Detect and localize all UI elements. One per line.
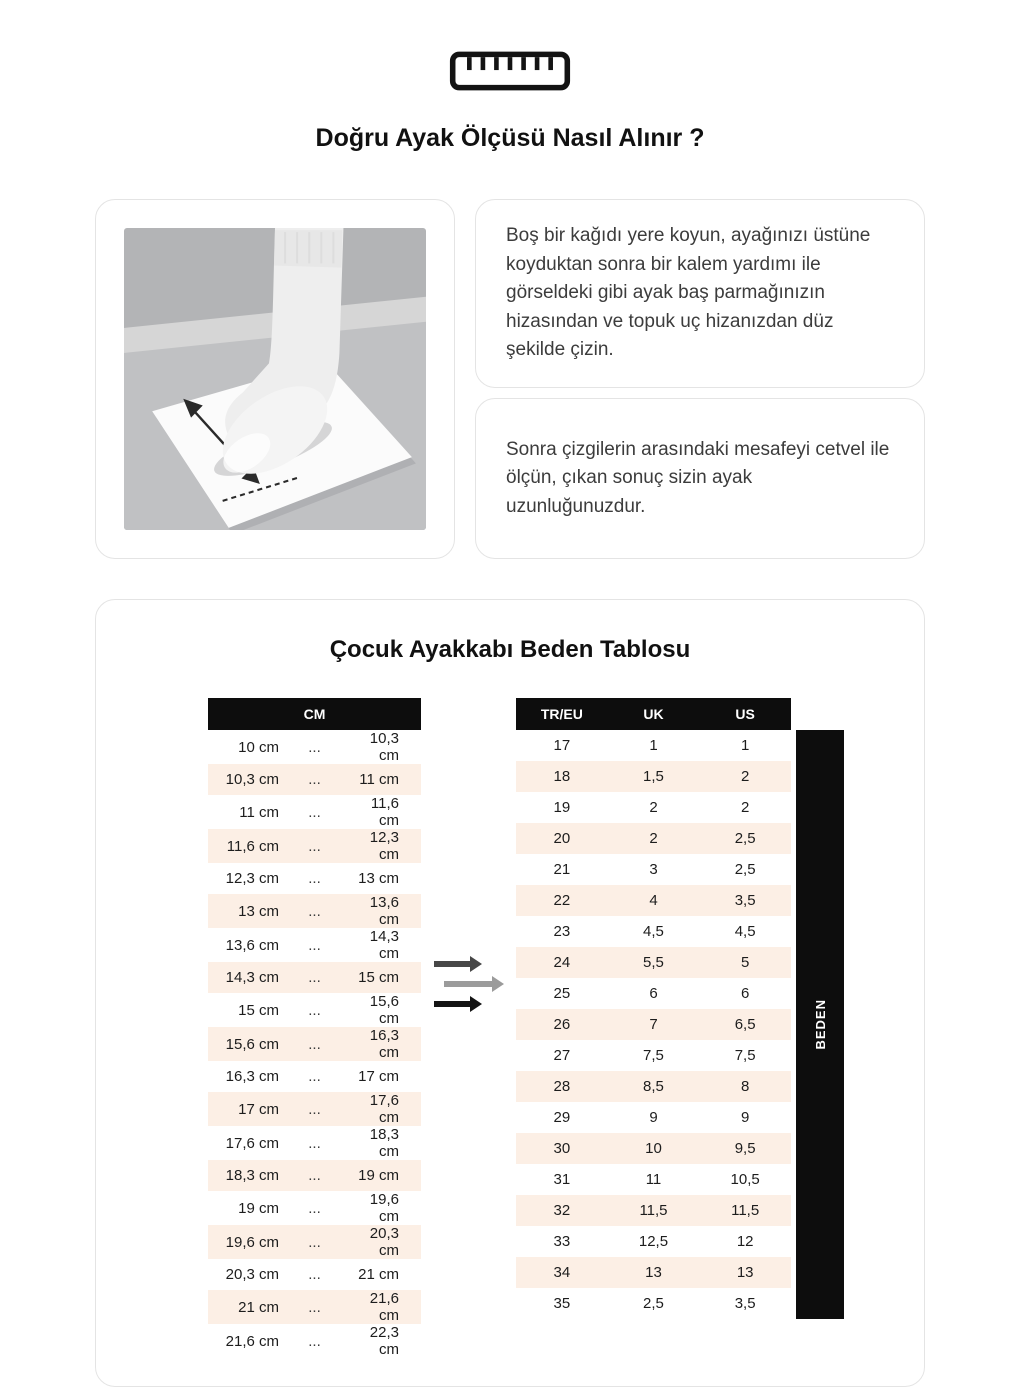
size-table-row: 17 1 1 (553, 737, 750, 754)
size-table-row: 32 11,5 11,5 (516, 1195, 791, 1226)
howto-section (95, 199, 925, 559)
beden-label: BEDEN (812, 999, 828, 1050)
size-chart-card (95, 599, 925, 1387)
size-column-header: US (699, 698, 791, 730)
size-table-row: 29 9 9 (553, 1109, 750, 1126)
cm-table-row: 15 cm ... 15,6 cm (238, 993, 399, 1027)
arrows-right-icon (421, 956, 516, 1014)
size-table-row: 19 2 2 (553, 799, 750, 816)
size-chart-title: Çocuk Ayakkabı Beden Tablosu (329, 636, 691, 663)
size-table-row: 34 13 13 (516, 1257, 791, 1288)
cm-table-row: 11 cm ... 11,6 cm (239, 795, 399, 829)
size-table-row: 27 7,5 7,5 (553, 1047, 756, 1064)
cm-table-row: 13 cm ... 13,6 cm (208, 894, 421, 928)
size-table-row: 25 6 6 (553, 985, 750, 1002)
cm-table-row: 13,6 cm ... 14,3 cm (225, 928, 399, 962)
cm-table (208, 698, 421, 1358)
size-table-row: 24 5,5 5 (516, 947, 791, 978)
page-title: Doğru Ayak Ölçüsü Nasıl Alınır ? (315, 124, 705, 152)
cm-table-row: 15,6 cm ... 16,3 cm (208, 1027, 421, 1061)
size-table-header-row (516, 698, 791, 730)
beden-side-bar (796, 730, 844, 1319)
ruler-icon (0, 50, 1020, 92)
size-conversion-table (516, 698, 791, 1319)
cm-table-row: 14,3 cm ... 15 cm (208, 962, 421, 993)
instruction-card-2 (475, 398, 925, 560)
cm-table-row: 21,6 cm ... 22,3 cm (225, 1324, 399, 1358)
size-table-row: 28 8,5 8 (516, 1071, 791, 1102)
size-table-row: 30 10 9,5 (516, 1133, 791, 1164)
instruction-card-1 (475, 199, 925, 388)
cm-table-row: 20,3 cm ... 21 cm (225, 1266, 399, 1283)
instructions-column (475, 199, 925, 559)
size-column-header: UK (608, 698, 700, 730)
instruction-step-2: Sonra çizgilerin arasındaki mesafeyi cetvel ile ölçün, çıkan sonuç sizin ayak uzunluğunuzdur. (506, 438, 890, 517)
cm-table-row: 11,6 cm ... 12,3 cm (208, 829, 421, 863)
cm-table-header: CM (208, 698, 421, 730)
size-column-header: TR/EU (516, 698, 608, 730)
size-table-row: 23 4,5 4,5 (553, 923, 756, 940)
cm-table-row: 21 cm ... 21,6 cm (208, 1290, 421, 1324)
size-table-row: 33 12,5 12 (553, 1233, 754, 1250)
cm-table-row: 10,3 cm ... 11 cm (208, 764, 421, 795)
size-table-row: 18 1,5 2 (516, 761, 791, 792)
cm-table-row: 17 cm ... 17,6 cm (208, 1092, 421, 1126)
foot-measure-photo-card (95, 199, 455, 559)
foot-measure-photo (124, 228, 426, 530)
cm-table-row: 16,3 cm ... 17 cm (225, 1068, 399, 1085)
cm-table-row: 17,6 cm ... 18,3 cm (225, 1126, 399, 1160)
size-chart-tables (96, 698, 924, 1358)
size-table-row: 21 3 2,5 (553, 861, 756, 878)
size-table-row: 20 2 2,5 (516, 823, 791, 854)
size-table-row: 22 4 3,5 (516, 885, 791, 916)
size-table-row: 26 7 6,5 (516, 1009, 791, 1040)
cm-table-row: 12,3 cm ... 13 cm (225, 870, 399, 887)
cm-table-row: 10 cm ... 10,3 cm (238, 730, 399, 764)
instruction-step-1: Boş bir kağıdı yere koyun, ayağınızı üstüne koyduktan sonra bir kalem yardımı ile görseldeki gibi ayak baş parmağınızın hizasından ve topuk uç hizanızdan düz şekilde çizin. (506, 225, 871, 360)
cm-table-row: 19 cm ... 19,6 cm (238, 1191, 399, 1225)
size-table-row: 35 2,5 3,5 (553, 1295, 756, 1312)
cm-table-row: 18,3 cm ... 19 cm (208, 1160, 421, 1191)
size-table-row: 31 11 10,5 (553, 1171, 760, 1188)
cm-table-row: 19,6 cm ... 20,3 cm (208, 1225, 421, 1259)
